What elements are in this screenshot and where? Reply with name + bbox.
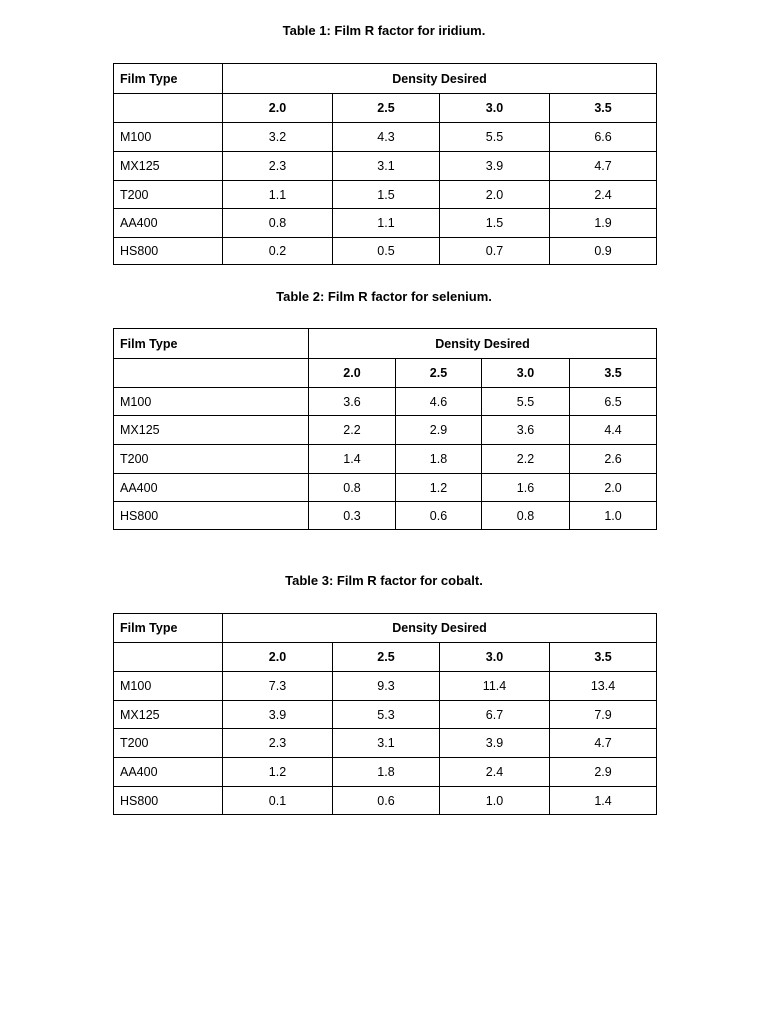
table-row: [114, 181, 657, 209]
film-type-header: Film Type: [114, 329, 309, 359]
table-2-selenium: [113, 328, 657, 530]
density-cell: 2.5: [396, 359, 482, 388]
value-cell: 9.3: [333, 672, 440, 701]
density-desired-header: Density Desired: [223, 64, 657, 94]
value-cell: 0.2: [223, 238, 333, 265]
value-cell: 1.0: [440, 787, 550, 815]
density-cell: 3.5: [550, 94, 657, 123]
table-row: [114, 701, 657, 729]
value-cell: 0.8: [482, 502, 570, 530]
value-cell: 0.6: [333, 787, 440, 815]
value-cell: 6.7: [440, 701, 550, 729]
value-cell: 0.1: [223, 787, 333, 815]
value-cell: 2.4: [550, 181, 657, 209]
film-type-cell: HS800: [114, 787, 223, 815]
film-type-cell: MX125: [114, 416, 309, 445]
table-header-row: [114, 614, 657, 643]
value-cell: 5.5: [440, 123, 550, 152]
table-1-iridium: [113, 63, 657, 265]
value-cell: 4.3: [333, 123, 440, 152]
density-cell: 3.5: [550, 643, 657, 672]
film-type-cell: AA400: [114, 758, 223, 787]
table-header-row: [114, 64, 657, 94]
value-cell: 2.9: [550, 758, 657, 787]
value-cell: 3.6: [482, 416, 570, 445]
density-values-row: [114, 94, 657, 123]
value-cell: 5.3: [333, 701, 440, 729]
film-type-cell: AA400: [114, 474, 309, 502]
value-cell: 5.5: [482, 388, 570, 416]
film-type-cell: M100: [114, 123, 223, 152]
table-2-caption: Table 2: Film R factor for selenium.: [276, 289, 492, 304]
value-cell: 0.6: [396, 502, 482, 530]
table-row: [114, 758, 657, 787]
value-cell: 0.8: [309, 474, 396, 502]
density-cell: 2.5: [333, 643, 440, 672]
table-row: [114, 502, 657, 530]
density-values-row: [114, 643, 657, 672]
value-cell: 1.8: [333, 758, 440, 787]
value-cell: 3.1: [333, 152, 440, 181]
value-cell: 4.7: [550, 152, 657, 181]
value-cell: 1.4: [309, 445, 396, 474]
film-type-cell: HS800: [114, 238, 223, 265]
density-cell: 3.0: [440, 94, 550, 123]
value-cell: 3.1: [333, 729, 440, 758]
value-cell: 2.2: [309, 416, 396, 445]
density-cell: 2.0: [309, 359, 396, 388]
value-cell: 0.3: [309, 502, 396, 530]
value-cell: 2.0: [570, 474, 657, 502]
table-row: [114, 445, 657, 474]
table-row: [114, 238, 657, 265]
table-row: [114, 729, 657, 758]
film-type-cell: M100: [114, 388, 309, 416]
table-header-row: [114, 329, 657, 359]
value-cell: 3.6: [309, 388, 396, 416]
table-row: [114, 388, 657, 416]
film-type-cell: AA400: [114, 209, 223, 238]
table-3-cobalt: [113, 613, 657, 815]
density-cell: 2.0: [223, 643, 333, 672]
value-cell: 2.4: [440, 758, 550, 787]
film-type-header: Film Type: [114, 64, 223, 94]
value-cell: 0.9: [550, 238, 657, 265]
film-type-cell: T200: [114, 729, 223, 758]
density-cell: 3.0: [482, 359, 570, 388]
density-cell: 2.0: [223, 94, 333, 123]
value-cell: 0.7: [440, 238, 550, 265]
value-cell: 1.1: [223, 181, 333, 209]
table-row: [114, 152, 657, 181]
value-cell: 2.6: [570, 445, 657, 474]
table-3-caption: Table 3: Film R factor for cobalt.: [285, 573, 483, 588]
value-cell: 1.4: [550, 787, 657, 815]
value-cell: 0.5: [333, 238, 440, 265]
value-cell: 1.5: [440, 209, 550, 238]
value-cell: 1.5: [333, 181, 440, 209]
table-1-caption: Table 1: Film R factor for iridium.: [282, 23, 486, 38]
film-type-cell: MX125: [114, 152, 223, 181]
value-cell: 4.4: [570, 416, 657, 445]
density-desired-header: Density Desired: [309, 329, 657, 359]
value-cell: 2.2: [482, 445, 570, 474]
film-type-cell: HS800: [114, 502, 309, 530]
table-row: [114, 672, 657, 701]
value-cell: 1.1: [333, 209, 440, 238]
value-cell: 2.0: [440, 181, 550, 209]
value-cell: 0.8: [223, 209, 333, 238]
density-values-row: [114, 359, 657, 388]
value-cell: 3.9: [223, 701, 333, 729]
value-cell: 11.4: [440, 672, 550, 701]
density-cell: 2.5: [333, 94, 440, 123]
value-cell: 3.9: [440, 729, 550, 758]
film-type-cell: T200: [114, 445, 309, 474]
value-cell: 1.2: [396, 474, 482, 502]
film-type-header: Film Type: [114, 614, 223, 643]
value-cell: 13.4: [550, 672, 657, 701]
value-cell: 1.9: [550, 209, 657, 238]
table-row: [114, 474, 657, 502]
value-cell: 1.2: [223, 758, 333, 787]
density-cell: 3.5: [570, 359, 657, 388]
empty-cell: [114, 359, 309, 388]
value-cell: 2.3: [223, 152, 333, 181]
table-row: [114, 416, 657, 445]
value-cell: 3.9: [440, 152, 550, 181]
value-cell: 1.8: [396, 445, 482, 474]
table-row: [114, 787, 657, 815]
table-row: [114, 123, 657, 152]
value-cell: 3.2: [223, 123, 333, 152]
value-cell: 6.6: [550, 123, 657, 152]
value-cell: 4.6: [396, 388, 482, 416]
value-cell: 1.0: [570, 502, 657, 530]
table-row: [114, 209, 657, 238]
value-cell: 7.9: [550, 701, 657, 729]
film-type-cell: MX125: [114, 701, 223, 729]
density-cell: 3.0: [440, 643, 550, 672]
value-cell: 2.9: [396, 416, 482, 445]
value-cell: 4.7: [550, 729, 657, 758]
value-cell: 6.5: [570, 388, 657, 416]
value-cell: 2.3: [223, 729, 333, 758]
value-cell: 7.3: [223, 672, 333, 701]
density-desired-header: Density Desired: [223, 614, 657, 643]
empty-cell: [114, 94, 223, 123]
film-type-cell: M100: [114, 672, 223, 701]
value-cell: 1.6: [482, 474, 570, 502]
film-type-cell: T200: [114, 181, 223, 209]
empty-cell: [114, 643, 223, 672]
